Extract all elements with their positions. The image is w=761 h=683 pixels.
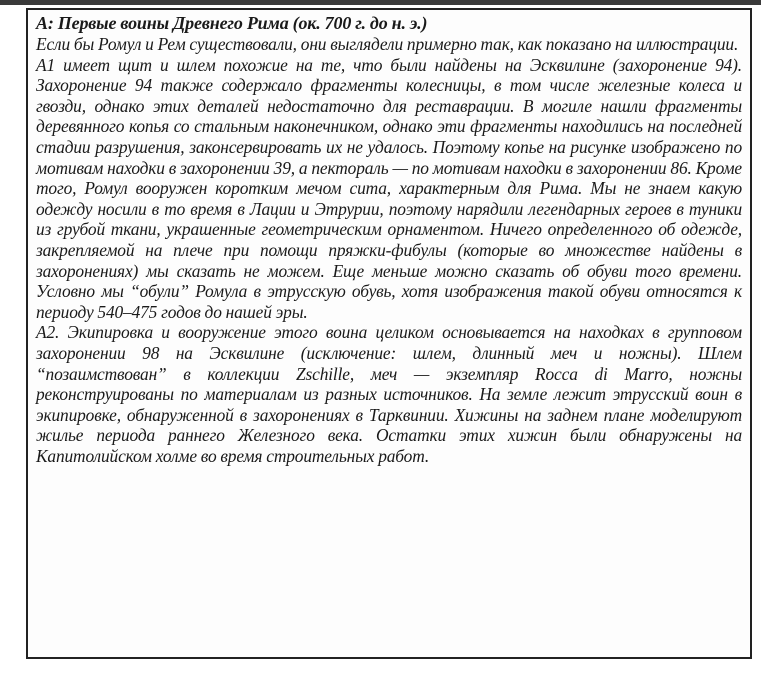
top-edge-strip [0, 0, 761, 5]
a1-paragraph: A1 имеет щит и шлем похожие на те, что были найдены на Эсквилине (захоронение 94). Захоронение 94 также содержало фрагменты колесницы, в том числе железные колеса и гвозди, однако этих деталей недостаточно для реставрации. В могиле нашли фрагменты деревянного копья со стальным наконечником, однако эти фрагменты находились на последней стадии разрушения, законсервировать их не удалось. Поэтому копье на рисунке изображено по мотивам находки в захоронении 39, а пектораль — по мотивам находки в захоронении 86. Кроме того, Ромул вооружен коротким мечом сита, характерным для Рима. Мы не знаем какую одежду носили в то время в Лации и Этрурии, поэтому нарядили легендарных героев в туники из грубой ткани, украшенные геометрическим орнаментом. Ничего определенного об одежде, закрепляемой на плече при помощи пряжки-фибулы (которые во множестве найдены в захоронениях) мы сказать не можем. Еще меньше можно сказать об обуви того времени. Условно мы “обули” Ромула в этрусскую обувь, хотя изображения такой обуви относятся к периоду 540–475 годов до нашей эры. [36, 54, 742, 322]
caption-title: A: Первые воины Древнего Рима (ок. 700 г. до н. э.) [36, 13, 428, 33]
intro-paragraph: Если бы Ромул и Рем существовали, они выглядели примерно так, как показано на иллюстрации. [36, 34, 739, 54]
caption-body [36, 12, 742, 466]
a2-paragraph: A2. Экипировка и вооружение этого воина целиком основывается на находках в групповом захоронении 98 на Эсквилине (исключение: шлем, длинный меч и ножны). Шлем “позаимствован” в коллекции Zschille, меч — экземпляр Rocca di Marro, ножны реконструированы по материалам из разных источников. На земле лежит этрусский воин в экипировке, обнаруженной в захоронениях в Тарквинии. Хижины на заднем плане моделируют жилье периода раннего Железного века. Остатки этих хижин были обнаружены на Капитолийском холме во время строительных работ. [36, 322, 742, 466]
caption-box [26, 8, 752, 659]
